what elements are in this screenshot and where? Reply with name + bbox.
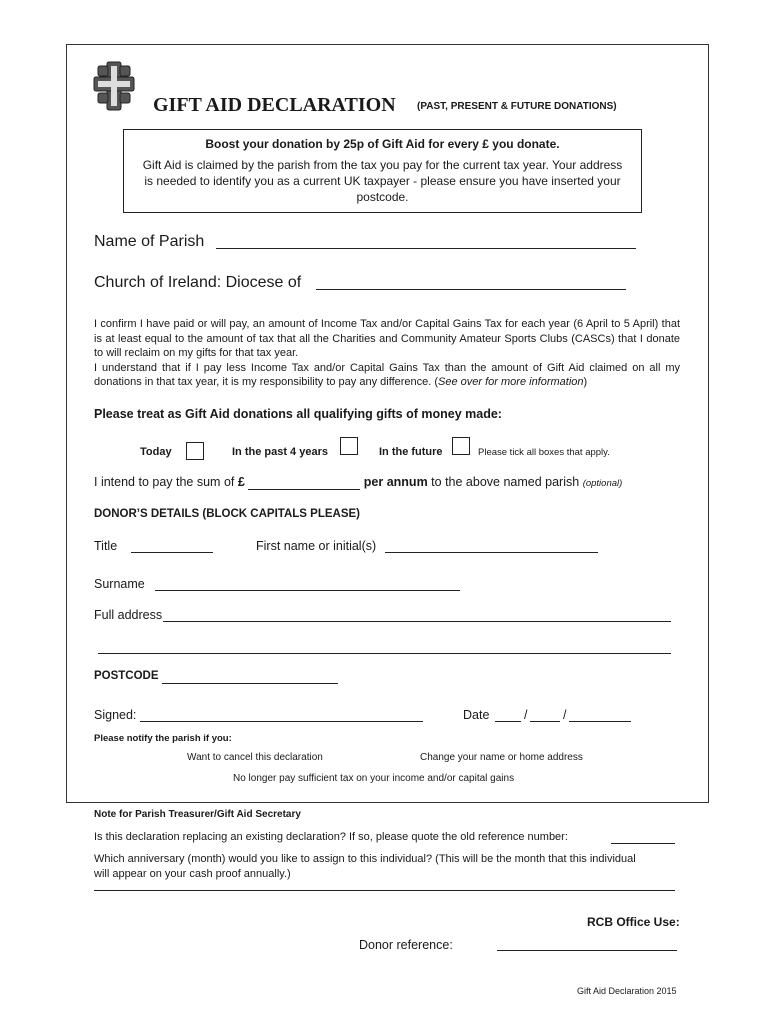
confirm-text-1: I confirm I have paid or will pay, an amount of Income Tax and/or Capital Gains Tax for each year (6 April to 5 April) that is at least equal to the amount of tax that all the Charities and Community Amateur Sports Clubs (CASCs) that I donate to will reclaim on my gifts for that tax year. — [94, 318, 680, 359]
signature-field[interactable] — [140, 721, 423, 722]
see-over-note: See over for more information — [438, 376, 584, 388]
donor-heading: DONOR’S DETAILS (BLOCK CAPITALS PLEASE) — [94, 508, 360, 520]
date-year-field[interactable] — [569, 721, 631, 722]
notify-change: Change your name or home address — [420, 752, 583, 763]
address-field-1[interactable] — [163, 621, 671, 622]
surname-field[interactable] — [155, 590, 460, 591]
per-annum-label: per annum — [363, 475, 428, 489]
office-use-heading: RCB Office Use: — [587, 915, 680, 929]
address-field-2[interactable] — [98, 653, 671, 654]
postcode-field[interactable] — [162, 683, 338, 684]
parish-name-field[interactable] — [216, 248, 636, 249]
notify-no-tax: No longer pay sufficient tax on your income and/or capital gains — [233, 773, 515, 784]
today-label: Today — [140, 446, 172, 458]
confirm-paragraph — [94, 317, 680, 390]
first-name-label: First name or initial(s) — [256, 539, 377, 553]
info-headline: Boost your donation by 25p of Gift Aid for every £ you donate. — [205, 137, 560, 151]
date-day-field[interactable] — [495, 721, 521, 722]
currency-symbol: £ — [237, 475, 245, 489]
surname-label: Surname — [94, 577, 145, 591]
intend-row — [94, 475, 622, 490]
future-label: In the future — [379, 446, 443, 458]
treasurer-heading: Note for Parish Treasurer/Gift Aid Secretary — [94, 809, 301, 820]
postcode-label: POSTCODE — [94, 670, 159, 682]
page-title: GIFT AID DECLARATION — [153, 94, 396, 116]
tick-hint: Please tick all boxes that apply. — [478, 447, 610, 458]
page-subtitle: (PAST, PRESENT & FUTURE DONATIONS) — [417, 101, 617, 112]
diocese-field[interactable] — [316, 289, 626, 290]
optional-note: (optional) — [582, 478, 623, 489]
treat-heading: Please treat as Gift Aid donations all qualifying gifts of money made: — [94, 407, 502, 421]
intend-suffix: to the above named parish — [431, 475, 580, 489]
today-checkbox[interactable] — [186, 442, 204, 460]
signed-label: Signed: — [94, 708, 137, 722]
celtic-cross-logo — [92, 60, 136, 112]
old-reference-field[interactable] — [611, 843, 675, 844]
date-slash-2: / — [563, 708, 567, 722]
first-name-field[interactable] — [385, 552, 598, 553]
anniversary-question: Which anniversary (month) would you like to assign to this individual? (This will be the month that this individual will appear on your cash proof annually.) — [94, 853, 636, 880]
date-month-field[interactable] — [530, 721, 560, 722]
replacing-question: Is this declaration replacing an existing declaration? If so, please quote the old reference number: — [94, 831, 568, 843]
title-label: Title — [94, 539, 118, 553]
diocese-label: Church of Ireland: Diocese of — [94, 274, 302, 291]
date-label: Date — [463, 708, 490, 722]
past-4-years-label: In the past 4 years — [232, 446, 328, 458]
parish-name-label: Name of Parish — [94, 233, 205, 250]
full-address-label: Full address — [94, 608, 163, 622]
title-field[interactable] — [131, 552, 213, 553]
past-4-years-checkbox[interactable] — [340, 437, 358, 455]
donor-reference-field[interactable] — [497, 950, 677, 951]
future-checkbox[interactable] — [452, 437, 470, 455]
notify-cancel: Want to cancel this declaration — [187, 752, 323, 763]
notify-heading: Please notify the parish if you: — [94, 733, 232, 744]
donor-reference-label: Donor reference: — [359, 938, 453, 952]
date-slash-1: / — [524, 708, 528, 722]
info-box — [123, 129, 642, 213]
info-text: Gift Aid is claimed by the parish from the tax you pay for the current tax year. Your address is needed to identify you as a current UK taxpayer - please ensure you have inserted your postcode. — [142, 158, 623, 204]
amount-field[interactable] — [248, 475, 360, 490]
anniversary-field[interactable] — [94, 890, 675, 891]
confirm-text-2: I understand that if I pay less Income Tax and/or Capital Gains Tax than the amount of Gift Aid claimed on all my donations in that tax year, it is my responsibility to pay any difference. ( — [94, 361, 680, 388]
confirm-text-2-end: ) — [583, 376, 588, 388]
intend-prefix: I intend to pay the sum of — [94, 475, 235, 489]
footer-text: Gift Aid Declaration 2015 — [577, 986, 677, 996]
